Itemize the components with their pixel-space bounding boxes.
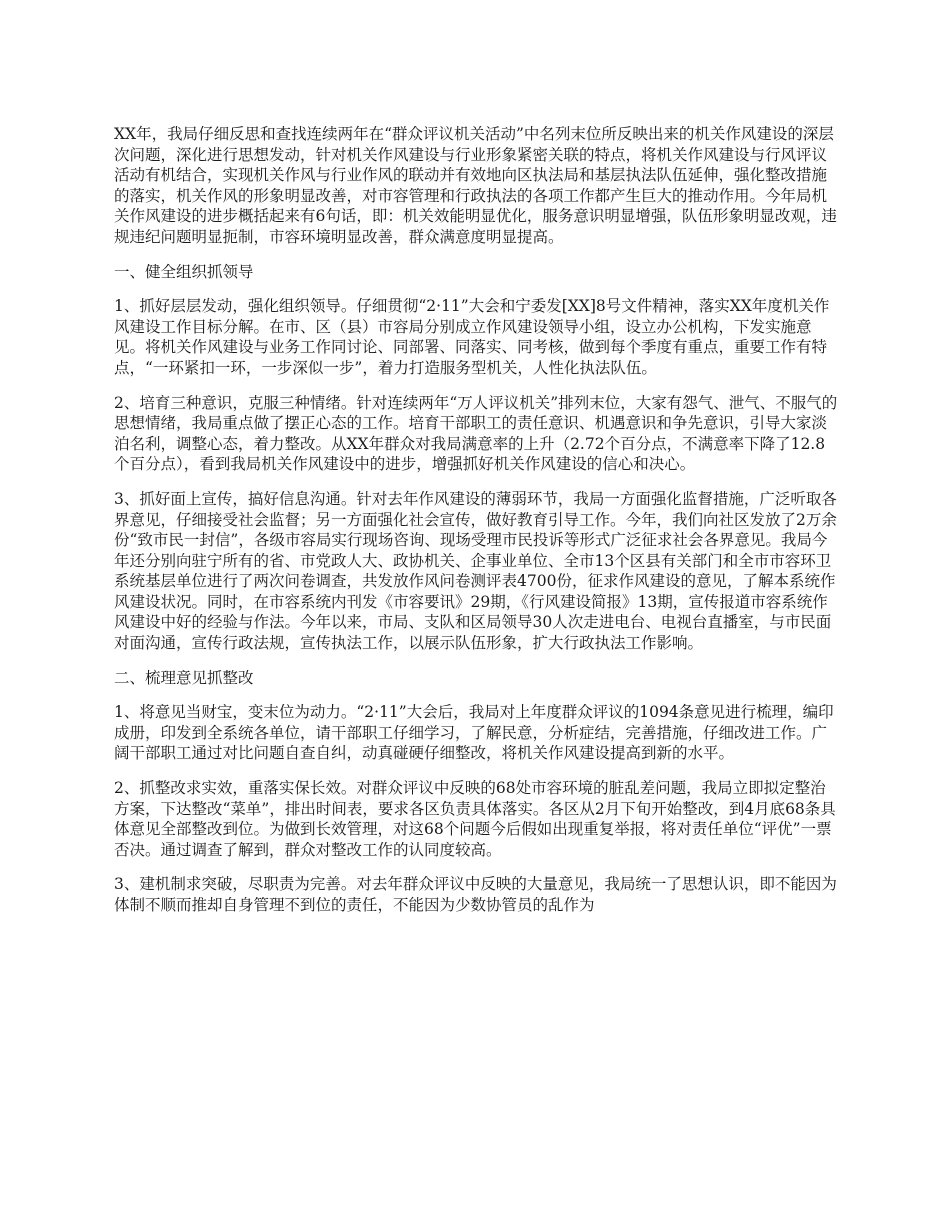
section1-paragraph-3: 3、抓好面上宣传，搞好信息沟通。针对去年作风建设的薄弱环节，我局一方面强化监督措施，广泛听取各界意见，仔细接受社会监督；另一方面强化社会宣传，做好教育引导工作。今年，我们向社区发放了2万余份“致市民一封信”，各级市容局实行现场咨询、现场受理市民投诉等形式广泛征求社会各界意见。我局今年还分别向驻宁所有的省、市党政人大、政协机关、企事业单位、全市13个区县有关部门和全市市容环卫系统基层单位进行了两次问卷调查，共发放作风问卷测评表4700份，征求作风建设的意见，了解本系统作风建设状况。同时，在市容系统内刊发《市容要讯》29期，《行风建设简报》13期，宣传报道市容系统作风建设中好的经验与作法。今年以来，市局、支队和区局领导30人次走进电台、电视台直播室，与市民面对面沟通，宣传行政法规，宣传执法工作，以展示队伍形象，扩大行政执法工作影响。 xyxy=(114,489,837,653)
section2-paragraph-2: 2、抓整改求实效，重落实保长效。对群众评议中反映的68处市容环境的脏乱差问题，我局立即拟定整治方案，下达整改“菜单”，排出时间表，要求各区负责具体落实。各区从2月下旬开始整改，到4月底68条具体意见全部整改到位。为做到长效管理，对这68个问题今后假如出现重复举报，将对责任单位“评优”一票否决。通过调查了解到，群众对整改工作的认同度较高。 xyxy=(114,779,836,859)
intro-paragraph: XX年，我局仔细反思和查找连续两年在“群众评议机关活动”中名列末位所反映出来的机关作风建设的深层次问题，深化进行思想发动，针对机关作风建设与行业形象紧密关联的特点，将机关作风建设与行风评议活动有机结合，实现机关作风与行业作风的联动并有效地向区执法局和基层执法队伍延伸，强化整改措施的落实，机关作风的形象明显改善，对市容管理和行政执法的各项工作都产生巨大的推动作用。今年局机关作风建设的进步概括起来有6句话，即：机关效能明显优化，服务意识明显增强，队伍形象明显改观，违规违纪问题明显扼制，市容环境明显改善，群众满意度明显提高。 xyxy=(114,125,837,246)
section2-paragraph-3: 3、建机制求突破，尽职责为完善。对去年群众评议中反映的大量意见，我局统一了思想认识，即不能因为体制不顺而推却自身管理不到位的责任，不能因为少数协管员的乱作为 xyxy=(114,875,837,914)
section1-paragraph-1: 1、抓好层层发动，强化组织领导。仔细贯彻“2·11”大会和宁委发[XX]8号文件精神，落实XX年度机关作风建设工作目标分解。在市、区（县）市容局分别成立作风建设领导小组，设立办公机构，下发实施意见。将机关作风建设与业务工作同讨论、同部署、同落实、同考核，做到每个季度有重点，重要工作有特点，“一环紧扣一环，一步深似一步”，着力打造服务型机关，人性化执法队伍。 xyxy=(114,297,830,377)
section-heading-2: 二、梳理意见抓整改 xyxy=(114,668,254,687)
section2-paragraph-1: 1、将意见当财宝，变末位为动力。“2·11”大会后，我局对上年度群众评议的1094条意见进行梳理，编印成册，印发到全系统各单位，请干部职工仔细学习，了解民意，分析症结，完善措施，仔细改进工作。广阔干部职工通过对比问题自查自纠，动真碰硬仔细整改，将机关作风建设提高到新的水平。 xyxy=(114,703,834,763)
document-body xyxy=(114,124,838,930)
section1-paragraph-2: 2、培育三种意识，克服三种情绪。针对连续两年“万人评议机关”排列末位，大家有怨气、泄气、不服气的思想情绪，我局重点做了摆正心态的工作。培育干部职工的责任意识、机遇意识和争先意识，引导大家淡泊名利，调整心态，着力整改。从XX年群众对我局满意率的上升（2.72个百分点，不满意率下降了12.8个百分点），看到我局机关作风建设中的进步，增强抓好机关作风建设的信心和决心。 xyxy=(114,393,838,474)
section-heading-1: 一、健全组织抓领导 xyxy=(114,262,254,281)
